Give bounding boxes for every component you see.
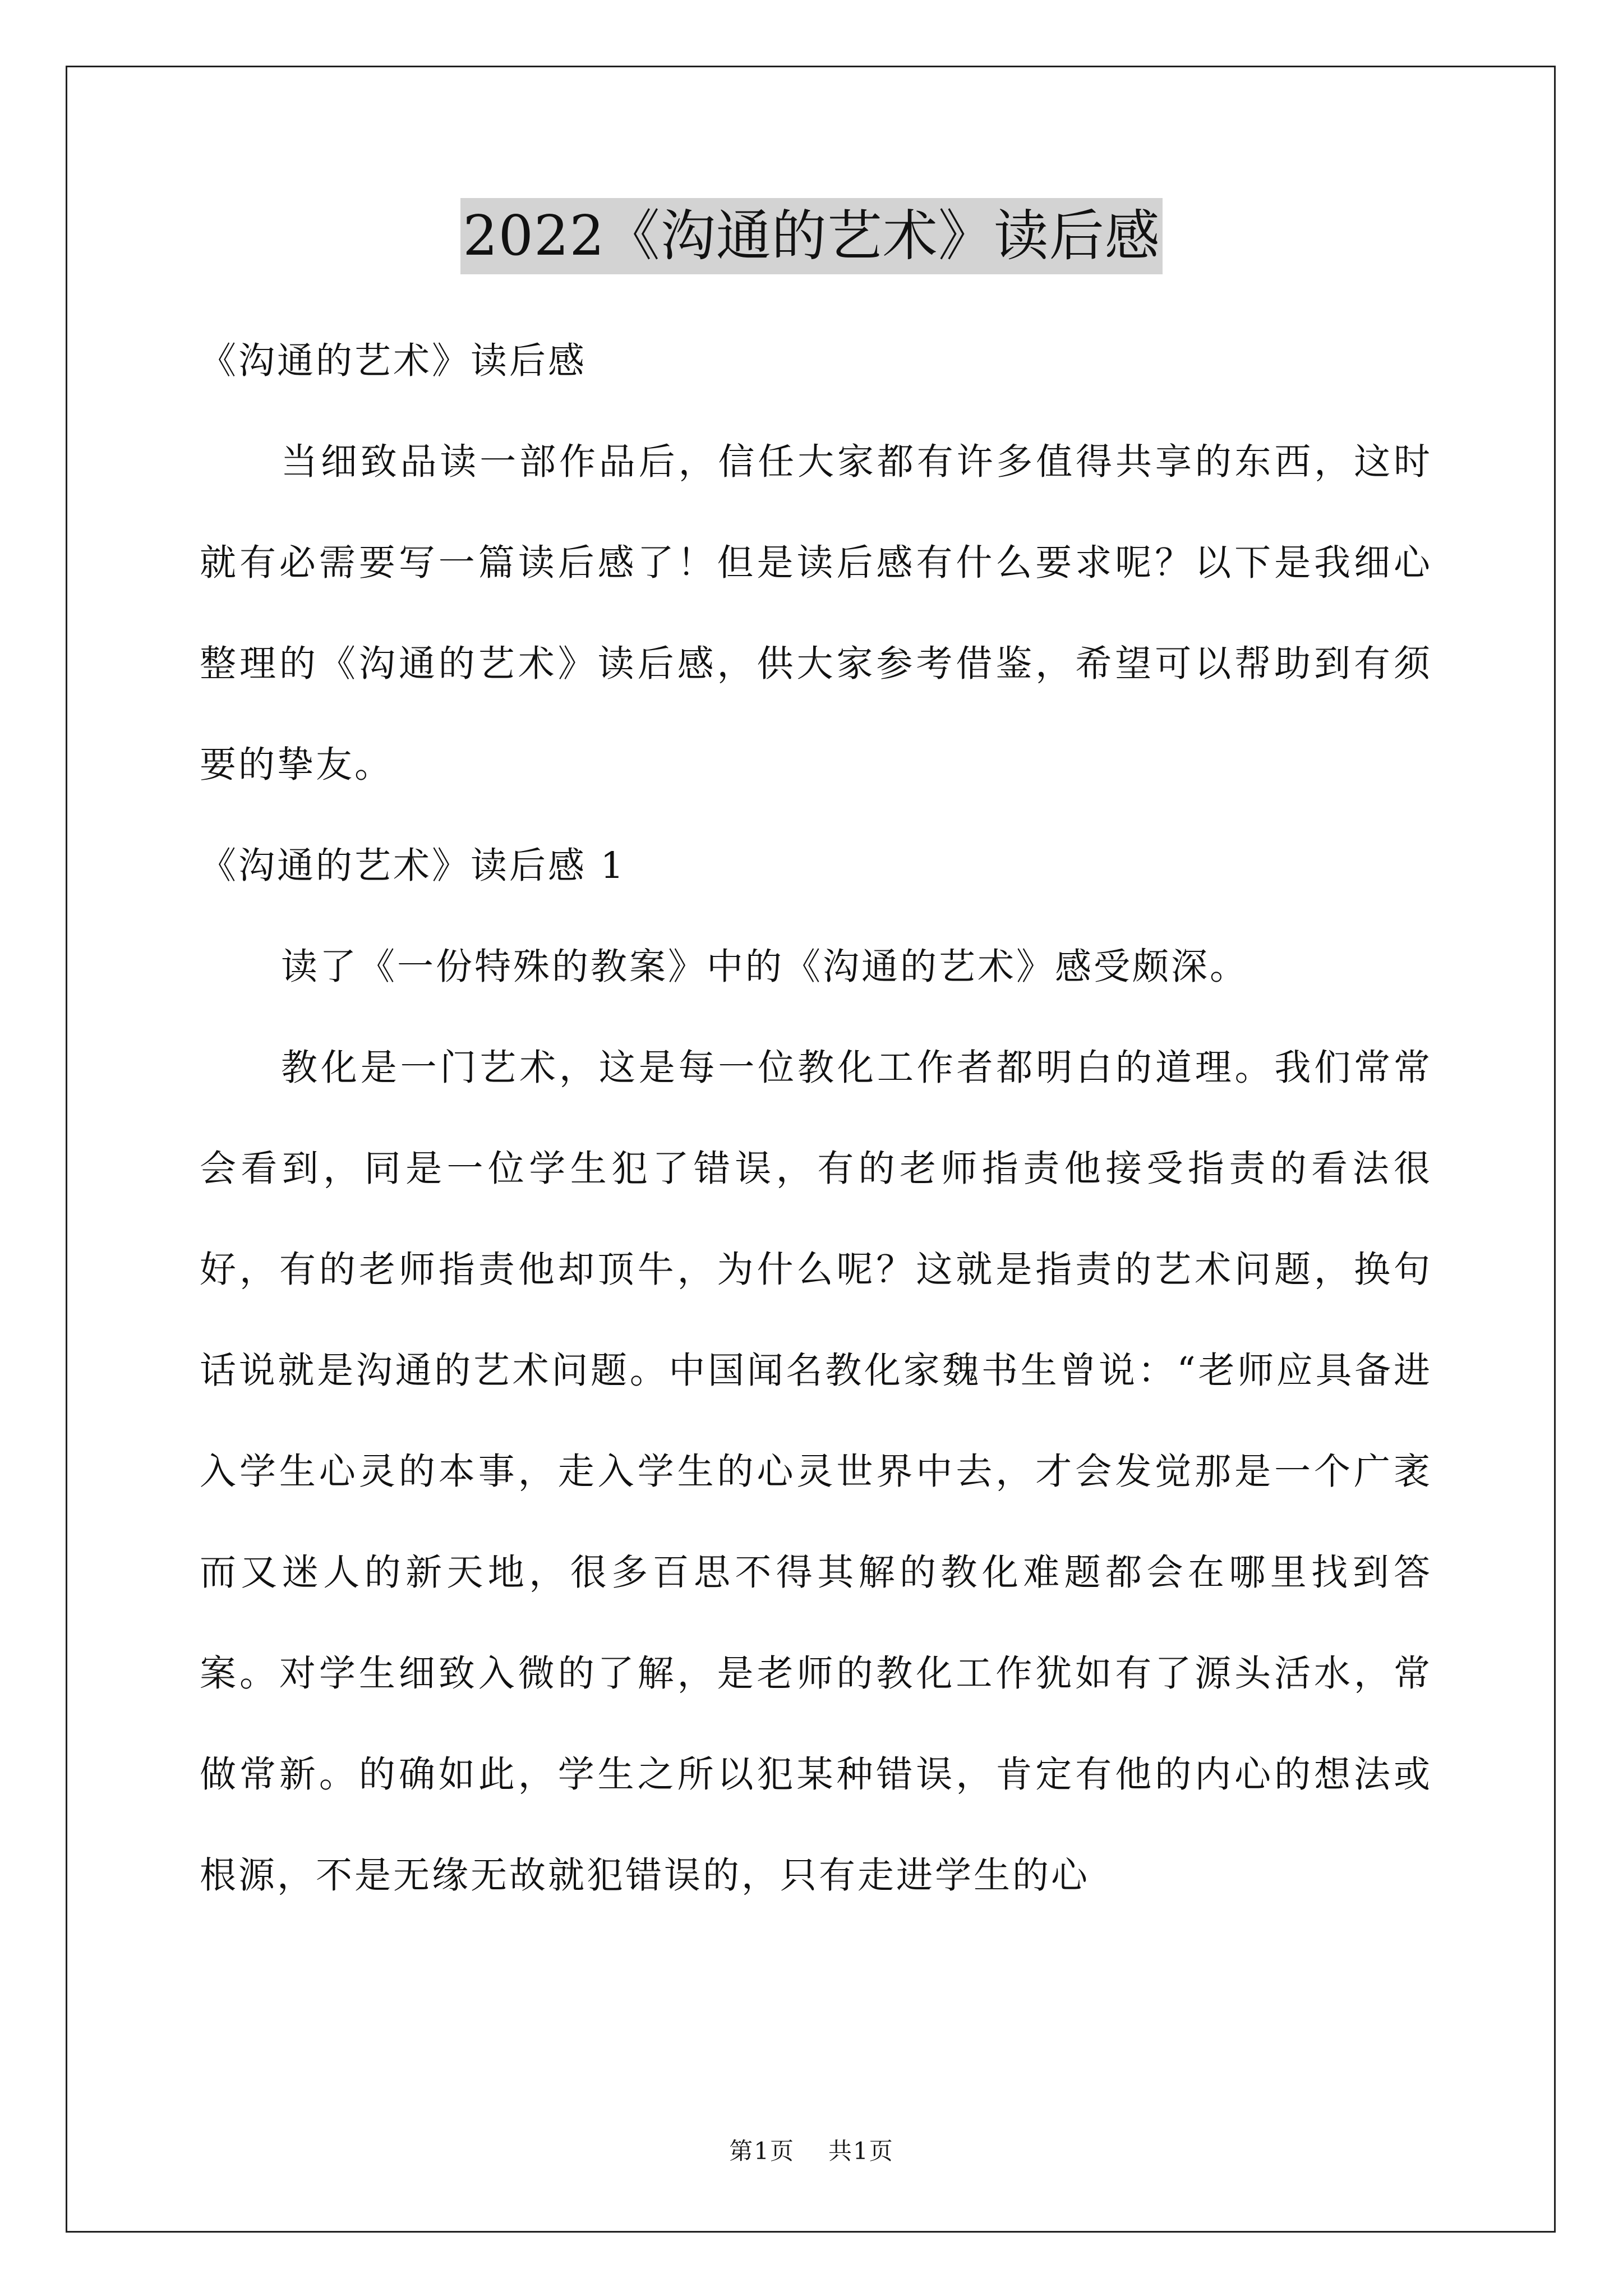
document-title: 2022《沟通的艺术》读后感 [460, 198, 1162, 274]
paragraph-intro: 当细致品读一部作品后，信任大家都有许多值得共享的东西，这时就有必需要写一篇读后感了！但是读后感有什么要求呢？以下是我细心整理的《沟通的艺术》读后感，供大家参考借鉴，希望可以帮助到有须要的挚友。 [200, 441, 1432, 786]
title-container [0, 198, 1623, 274]
page-total: 共1页 [828, 2137, 894, 2165]
page-footer [0, 2134, 1623, 2168]
document-body [200, 311, 1432, 1926]
paragraph-body-1: 读了《一份特殊的教案》中的《沟通的艺术》感受颇深。 [281, 946, 1249, 988]
paragraph-subtitle: 《沟通的艺术》读后感 [200, 340, 587, 382]
paragraph-body-2: 教化是一门艺术，这是每一位教化工作者都明白的道理。我们常常会看到，同是一位学生犯了错误，有的老师指责他接受指责的看法很好，有的老师指责他却顶牛，为什么呢？这就是指责的艺术问题，换句话说就是沟通的艺术问题。中国闻名教化家魏书生曾说：“老师应具备进入学生心灵的本事，走入学生的心灵世界中去，才会发觉那是一个广袤而又迷人的新天地，很多百思不得其解的教化难题都会在哪里找到答案。对学生细致入微的了解，是老师的教化工作犹如有了源头活水，常做常新。的确如此，学生之所以犯某种错误，肯定有他的内心的想法或根源，不是无缘无故就犯错误的，只有走进学生的心 [200, 1047, 1432, 1897]
paragraph-section-heading: 《沟通的艺术》读后感 1 [200, 845, 626, 887]
page-number: 第1页 [729, 2137, 795, 2165]
